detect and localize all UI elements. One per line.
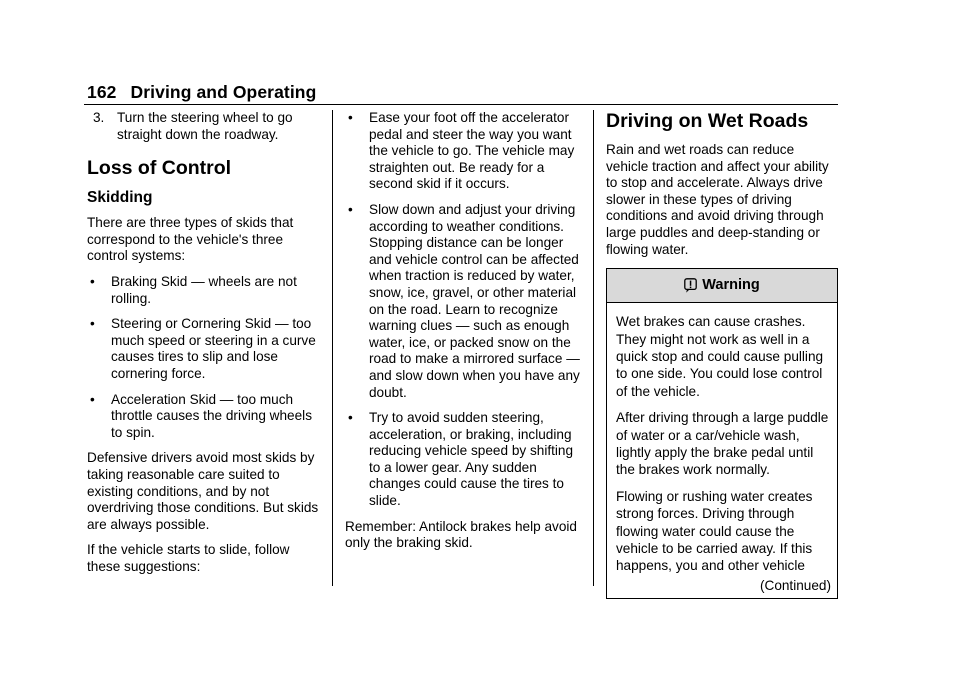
column-3: [606, 110, 838, 599]
header-rule: [84, 104, 838, 105]
slide-paragraph: If the vehicle starts to slide, follow these suggestions:: [87, 542, 290, 574]
section-title: Driving and Operating: [130, 82, 317, 102]
bullet-text: Braking Skid — wheels are not rolling.: [111, 273, 297, 306]
column-1: [87, 110, 319, 584]
list-item: [87, 392, 319, 442]
column-divider-2: [593, 110, 594, 586]
step-text: Turn the steering wheel to go straight down the roadway.: [117, 110, 293, 142]
list-item: [345, 110, 581, 193]
list-item: [87, 316, 319, 382]
warning-paragraph: After driving through a large puddle of water or a car/vehicle wash, lightly apply the brake pedal until the brakes work normally.: [616, 410, 829, 478]
bullet-text: Slow down and adjust your driving according to weather conditions. Stopping distance can be longer and vehicle control can be affected when traction is reduced by water, snow, ice, gravel, or other material on the road. Learn to recognize warning clues — such as enough water, ice, or packed snow on the road to make a mirrored surface — and slow down when you have any doubt.: [369, 201, 580, 400]
warning-box: [606, 268, 838, 599]
bullet-text: Try to avoid sudden steering, acceleration, or braking, including reducing vehicle speed by shifting to a lower gear. Any sudden changes could cause the tires to slide.: [369, 410, 574, 509]
bullet-text: Acceleration Skid — too much throttle causes the driving wheels to spin.: [111, 391, 312, 440]
bullet-icon: •: [90, 316, 95, 332]
wet-roads-heading: Driving on Wet Roads: [606, 110, 809, 132]
warning-icon: [684, 278, 697, 293]
bullet-icon: •: [90, 391, 95, 407]
list-item: [345, 410, 581, 510]
loss-of-control-heading: Loss of Control: [87, 157, 232, 180]
bullet-icon: •: [90, 273, 95, 289]
list-item: [87, 274, 319, 307]
bullet-icon: •: [348, 410, 353, 426]
numbered-step: [87, 110, 319, 143]
defensive-paragraph: Defensive drivers avoid most skids by taking reasonable care suited to existing conditions, and by not overdriving those conditions. But skids are always possible.: [87, 450, 319, 532]
warning-paragraph: Wet brakes can cause crashes. They might not work as well in a quick stop and could cause pulling to one side. You could lose control of the vehicle.: [616, 314, 824, 399]
bullet-text: Steering or Cornering Skid — too much speed or steering in a curve causes tires to slip and lose cornering force.: [111, 316, 316, 381]
skid-intro: There are three types of skids that correspond to the vehicle's three control systems:: [87, 215, 294, 264]
page-header: [87, 82, 316, 103]
step-number: 3.: [93, 110, 105, 125]
bullet-icon: •: [348, 201, 353, 217]
warning-title: Warning: [702, 277, 760, 294]
bullet-text: Ease your foot off the accelerator pedal and steer the way you want the vehicle to go. The vehicle may straighten out. Be ready for a second skid if it occurs.: [369, 110, 575, 192]
column-2: [345, 110, 581, 561]
continued-label: (Continued): [759, 577, 831, 593]
wet-roads-intro: Rain and wet roads can reduce vehicle traction and affect your ability to stop and accelerate. Always drive slower in these types of driving conditions and avoid driving through large puddles and deep-standing or flowing water.: [606, 142, 829, 257]
warning-header: [607, 269, 837, 303]
warning-paragraph: Flowing or rushing water creates strong forces. Driving through flowing water could cause the vehicle to be carried away. If this happens, you and other vehicle: [616, 488, 813, 574]
warning-body: [607, 303, 837, 598]
list-item: [345, 202, 581, 401]
skidding-subheading: Skidding: [87, 189, 153, 207]
antilock-paragraph: Remember: Antilock brakes help avoid only the braking skid.: [345, 518, 577, 551]
bullet-icon: •: [348, 110, 353, 125]
page-number: 162: [87, 82, 117, 102]
column-divider-1: [332, 110, 333, 586]
